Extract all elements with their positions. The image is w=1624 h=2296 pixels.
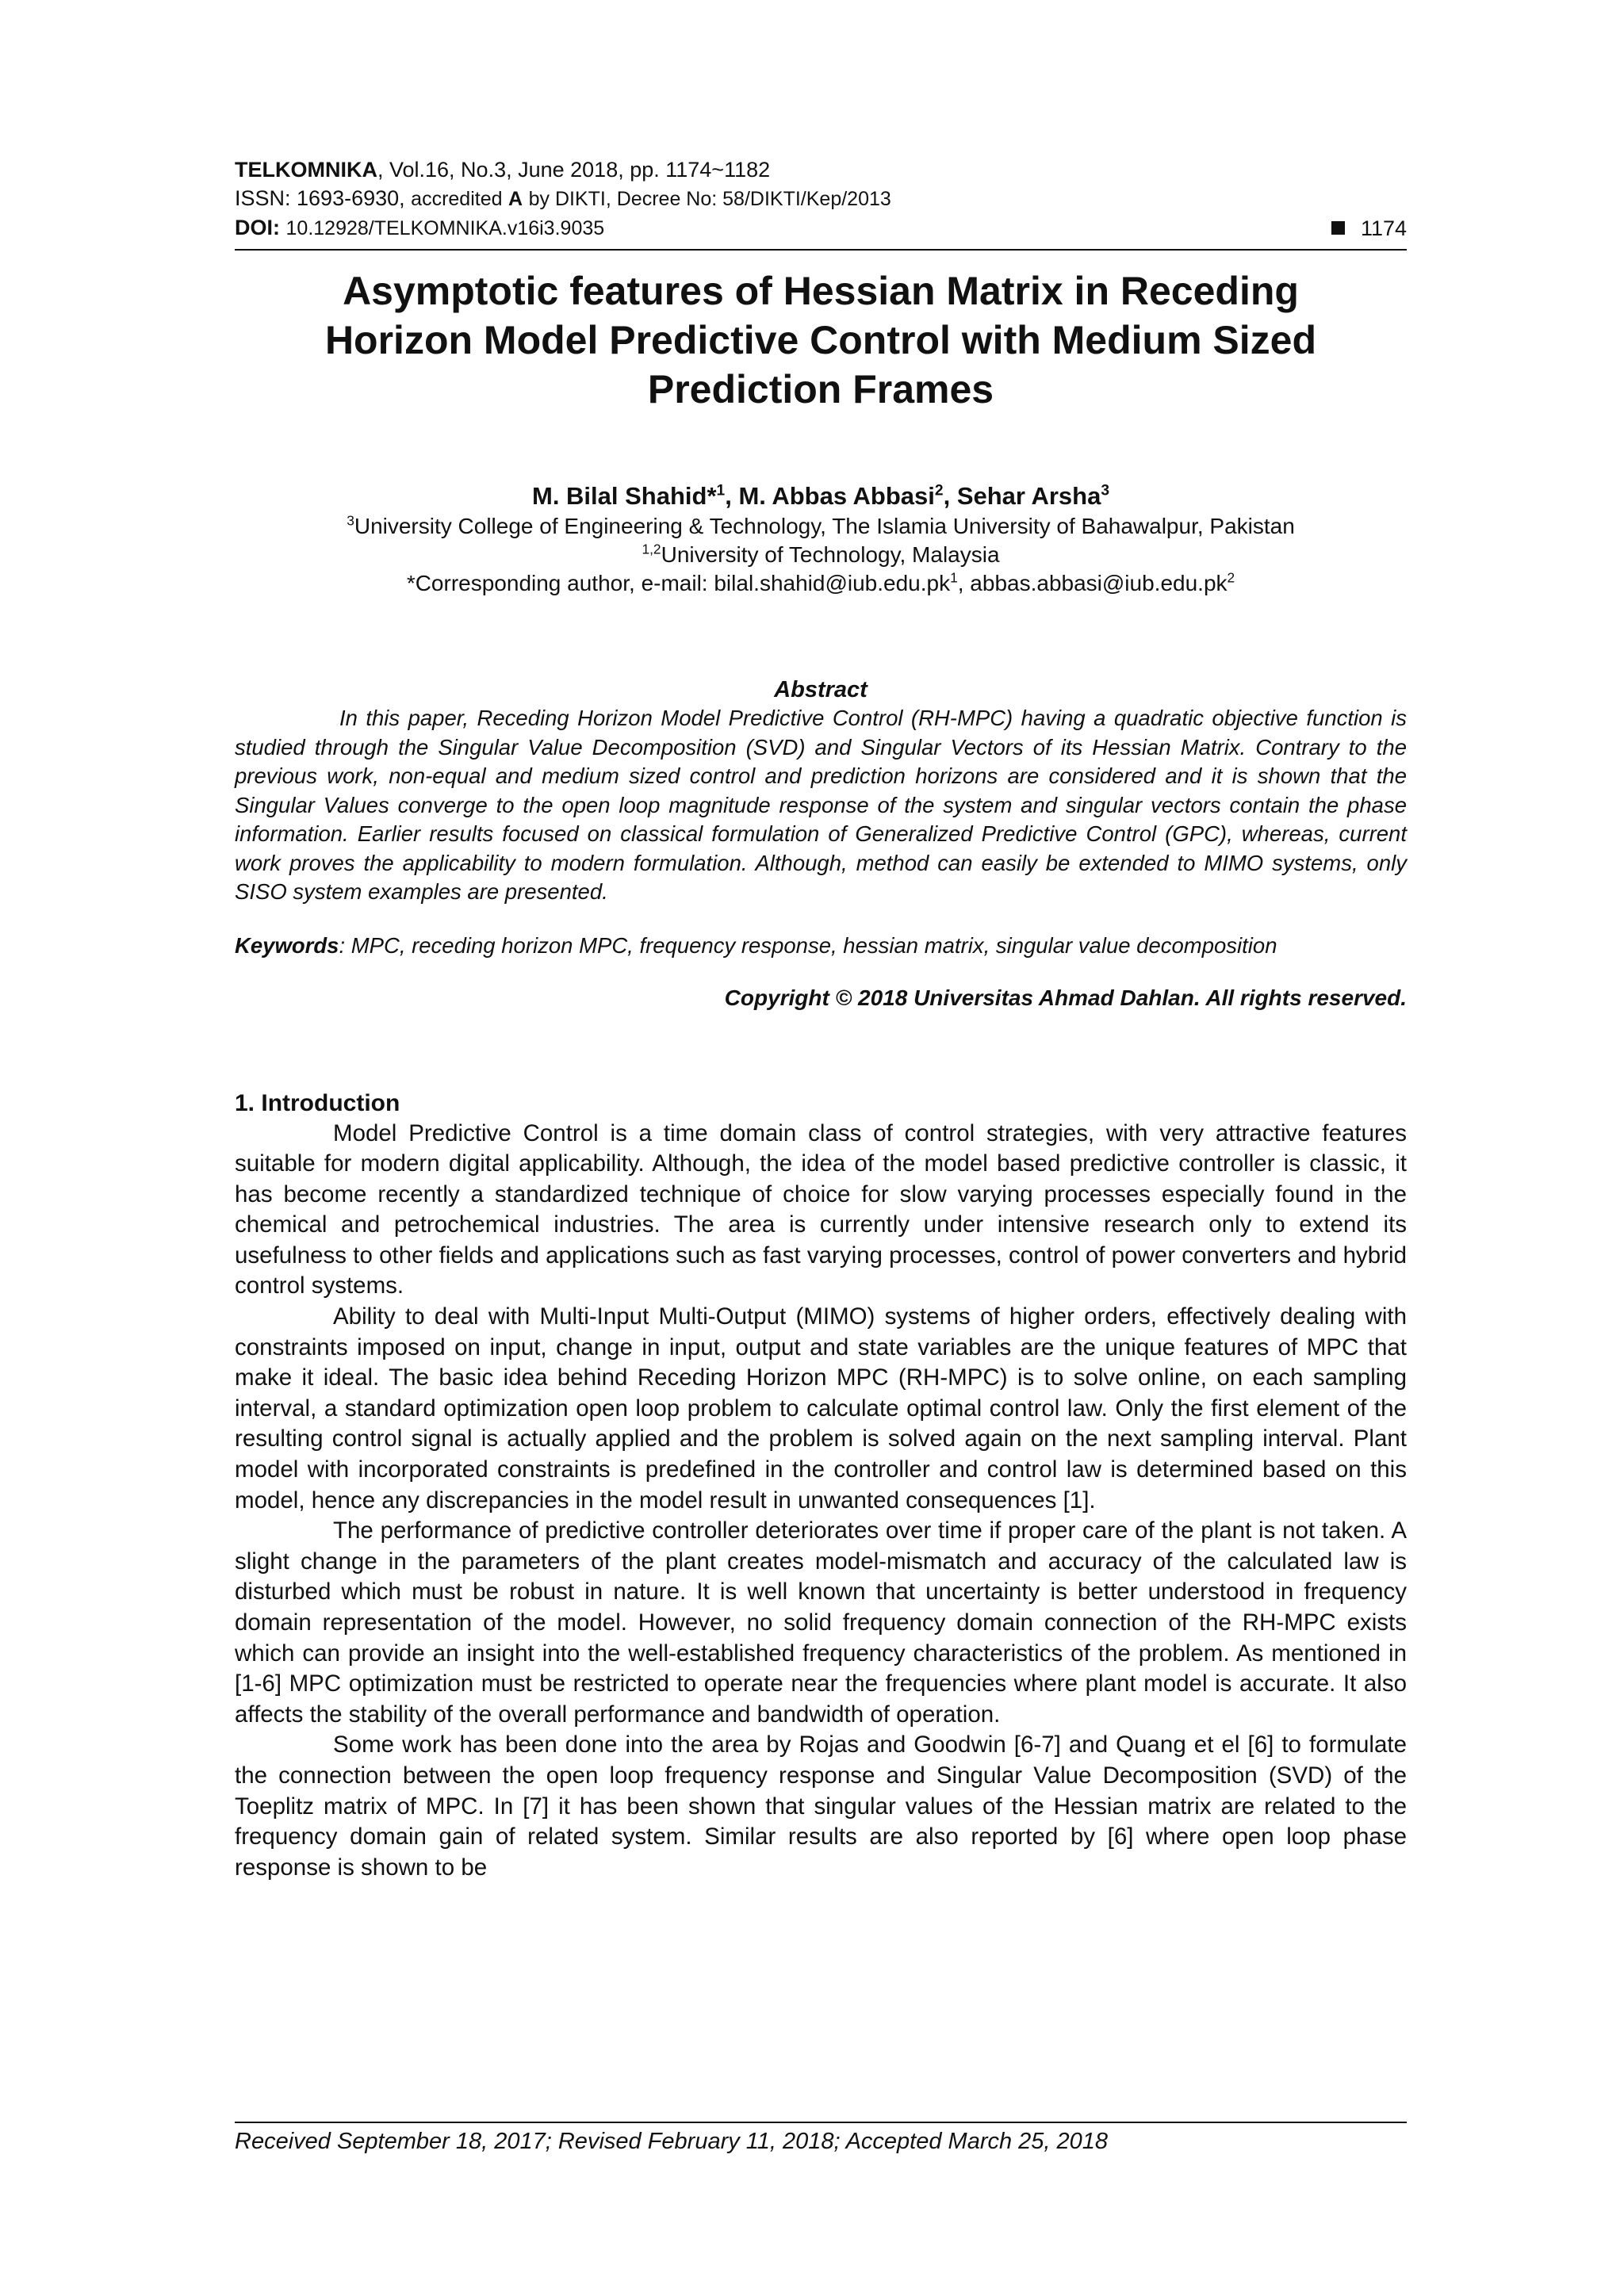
intro-paragraph-3: The performance of predictive controller deteriorates over time if proper care of the plant is not taken. A slight change in the parameters of the plant creates model-mismatch and accuracy of the calculated law is disturbed which must be robust in nature. It is well known that uncertainty is better understood in frequency domain representation of the model. However, no solid frequency domain connection of the RH-MPC exists which can provide an insight into the well-established frequency characteristics of the problem. As mentioned in [1-6] MPC optimization must be restricted to operate near the frequencies where plant model is accurate. It also affects the stability of the overall performance and bandwidth of operation. [235, 1517, 1407, 1728]
paper-title [235, 266, 1407, 414]
footer-rule [235, 2122, 1407, 2123]
affiliation-1-sup: 3 [347, 512, 354, 529]
decree: by DIKTI, Decree No: 58/DIKTI/Kep/2013 [528, 188, 891, 210]
section-heading-introduction: 1. Introduction [235, 1089, 400, 1116]
title-line-1: Asymptotic features of Hessian Matrix in Receding [343, 269, 1299, 313]
affiliation-2-sup: 1,2 [642, 541, 661, 557]
affiliation-2 [235, 541, 1407, 569]
page-number: 1174 [1360, 216, 1407, 240]
corresponding-sup-1: 1 [950, 569, 958, 586]
keywords-label: Keywords [235, 932, 339, 958]
doi-line [235, 213, 604, 243]
abstract-text: In this paper, Receding Horizon Model Predictive Control (RH-MPC) having a quadratic objective function is studied through the Singular Value Decomposition (SVD) and Singular Vectors of its Hessian Matrix. Contrary to the previous work, non-equal and medium sized control and prediction horizons are considered and it is shown that the Singular Values converge to the open loop magnitude response of the system and singular vectors contain the phase information. Earlier results focused on classical formulation of Generalized Predictive Control (GPC), whereas, current work proves the applicability to modern formulation. Although, method can easily be extended to MIMO systems, only SISO system examples are presented. [235, 706, 1407, 904]
received-dates: Received September 18, 2017; Revised February 11, 2018; Accepted March 25, 2018 [235, 2129, 1109, 2154]
author-1-sup: 1 [716, 482, 726, 499]
doi: 10.12928/TELKOMNIKA.v16i3.9035 [285, 217, 605, 239]
affiliation-1-text: University College of Engineering & Technology, The Islamia University of Bahawalpur, Pakistan [354, 514, 1295, 538]
author-list [235, 480, 1407, 512]
intro-paragraph-2: Ability to deal with Multi-Input Multi-Output (MIMO) systems of higher orders, effectively dealing with constraints imposed on input, change in input, output and state variables are the unique features of MPC that make it ideal. The basic idea behind Receding Horizon MPC (RH-MPC) is to solve online, on each sampling interval, a standard optimization open loop problem to calculate optimal control law. Only the first element of the resulting control signal is actually applied and the problem is solved again on the next sampling interval. Plant model with incorporated constraints is predefined in the controller and control law is determined based on this model, hence any discrepancies in the model result in unwanted consequences [1]. [235, 1303, 1407, 1513]
square-bullet-icon [1331, 221, 1345, 235]
corresponding-email-1: *Corresponding author, e-mail: bilal.shahid@iub.edu.pk [406, 571, 951, 595]
corresponding-sup-2: 2 [1227, 569, 1235, 586]
page-number-block [1331, 214, 1407, 243]
issn-line [235, 184, 1407, 213]
affiliation-2-text: University of Technology, Malaysia [661, 542, 1000, 567]
intro-paragraph-1: Model Predictive Control is a time domain class of control strategies, with very attractive features suitable for modern digital applicability. Although, the idea of the model based predictive controller is classic, it has become recently a standardized technique of choice for slow varying processes especially found in the chemical and petrochemical industries. The area is currently under intensive research only to extend its usefulness to other fields and applications such as fast varying processes, control of power converters and hybrid control systems. [235, 1119, 1407, 1299]
header-rule [235, 249, 1407, 251]
author-2-sup: 2 [934, 482, 944, 499]
abstract-heading: Abstract [774, 677, 868, 702]
author-2: , M. Abbas Abbasi [725, 482, 935, 510]
volume-info: , Vol.16, No.3, June 2018, pp. 1174~1182 [377, 158, 771, 182]
author-1: M. Bilal Shahid* [532, 482, 717, 510]
intro-paragraph-4: Some work has been done into the area by Rojas and Goodwin [6-7] and Quang et el [6] to formulate the connection between the open loop frequency response and Singular Value Decomposition (SVD) of the Toeplitz matrix of MPC. In [7] it has been shown that singular values of the Hessian matrix are related to the frequency domain gain of related system. Similar results are also reported by [6] where open loop phase response is shown to be [235, 1732, 1407, 1881]
accreditation-grade: A [508, 188, 523, 210]
title-line-2: Horizon Model Predictive Control with Medium Sized [324, 318, 1317, 362]
corresponding-email-2: , abbas.abbasi@iub.edu.pk [957, 571, 1228, 595]
keywords-text: : MPC, receding horizon MPC, frequency response, hessian matrix, singular value decomposition [339, 932, 1277, 958]
page-footer [235, 2122, 1407, 2156]
title-line-3: Prediction Frames [647, 367, 994, 411]
copyright-notice: Copyright © 2018 Universitas Ahmad Dahlan. All rights reserved. [724, 985, 1407, 1010]
issn: ISSN: 1693-6930, [235, 186, 405, 210]
doi-row [235, 213, 1407, 243]
journal-header [235, 155, 1407, 251]
paper-page [235, 155, 1407, 1883]
accredited-label: accredited [411, 188, 503, 210]
affiliation-1 [235, 512, 1407, 541]
journal-citation [235, 155, 1407, 184]
corresponding-author [235, 569, 1407, 598]
doi-label: DOI: [235, 216, 280, 239]
keywords [235, 931, 1407, 960]
author-3: , Sehar Arsha [943, 482, 1101, 510]
journal-name: TELKOMNIKA [235, 158, 377, 182]
author-3-sup: 3 [1101, 482, 1109, 499]
